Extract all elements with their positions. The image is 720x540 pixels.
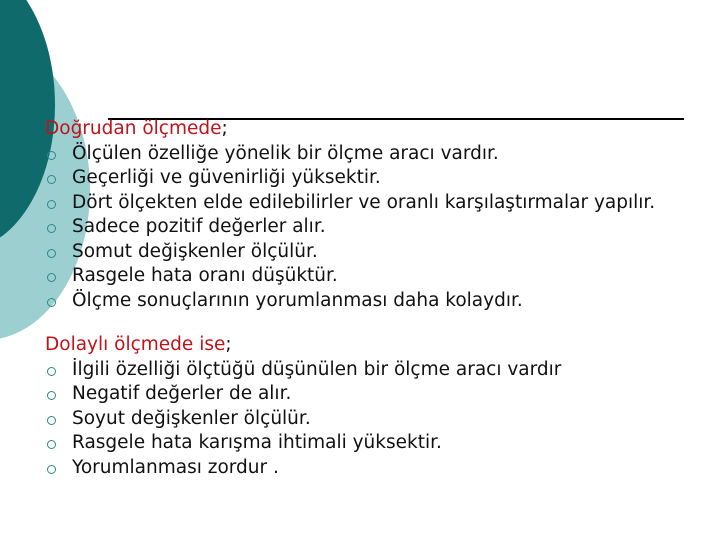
circle-bullet-icon [47, 224, 56, 233]
list-item-text: Soyut değişkenler ölçülür. [72, 407, 311, 429]
list-item [45, 431, 695, 456]
slide-content [45, 117, 695, 480]
list-item-text: Ölçme sonuçlarının yorumlanması daha kolaydır. [72, 289, 523, 311]
list-item [45, 142, 695, 167]
list-item-text: Rasgele hata karışma ihtimali yüksektir. [72, 432, 442, 453]
list-item [45, 166, 695, 191]
indirect-measurement-title: Dolaylı ölçmede ise [45, 334, 226, 355]
circle-bullet-icon [47, 440, 56, 449]
list-item [45, 456, 695, 481]
circle-bullet-icon [47, 367, 56, 376]
circle-bullet-icon [47, 298, 56, 307]
list-item [45, 407, 695, 432]
list-item-text: Somut değişkenler ölçülür. [72, 240, 318, 262]
direct-measurement-title-suffix: ; [221, 118, 228, 139]
circle-bullet-icon [47, 465, 56, 474]
direct-measurement-title: Doğrudan ölçmede [45, 118, 222, 139]
circle-bullet-icon [47, 151, 56, 160]
list-item-text: Rasgele hata oranı düşüktür. [72, 265, 338, 286]
indirect-measurement-list [45, 358, 695, 481]
list-item [45, 264, 695, 289]
list-item [45, 191, 695, 216]
indirect-measurement-section [45, 333, 695, 480]
list-item [45, 240, 695, 265]
direct-measurement-heading [45, 117, 695, 142]
circle-bullet-icon [47, 249, 56, 258]
circle-bullet-icon [47, 200, 56, 209]
circle-bullet-icon [47, 175, 56, 184]
circle-bullet-icon [47, 416, 56, 425]
indirect-measurement-heading [45, 333, 695, 358]
list-item-text: Geçerliği ve güvenirliği yüksektir. [72, 167, 381, 188]
direct-measurement-section [45, 117, 695, 313]
list-item-text: Negatif değerler de alır. [72, 383, 292, 404]
list-item-text: İlgili özelliği ölçtüğü düşünülen bir ölçme aracı vardır [72, 358, 562, 380]
list-item [45, 358, 695, 383]
list-item [45, 215, 695, 240]
indirect-measurement-title-suffix: ; [225, 334, 232, 355]
circle-bullet-icon [47, 273, 56, 282]
list-item-text: Yorumlanması zordur . [72, 456, 279, 478]
list-item [45, 289, 695, 314]
list-item-text: Sadece pozitif değerler alır. [72, 216, 326, 237]
list-item-text: Ölçülen özelliğe yönelik bir ölçme aracı vardır. [72, 142, 499, 164]
circle-bullet-icon [47, 391, 56, 400]
direct-measurement-list [45, 142, 695, 314]
list-item-text: Dört ölçekten elde edilebilirler ve oranlı karşılaştırmalar yapılır. [72, 191, 656, 213]
list-item [45, 382, 695, 407]
